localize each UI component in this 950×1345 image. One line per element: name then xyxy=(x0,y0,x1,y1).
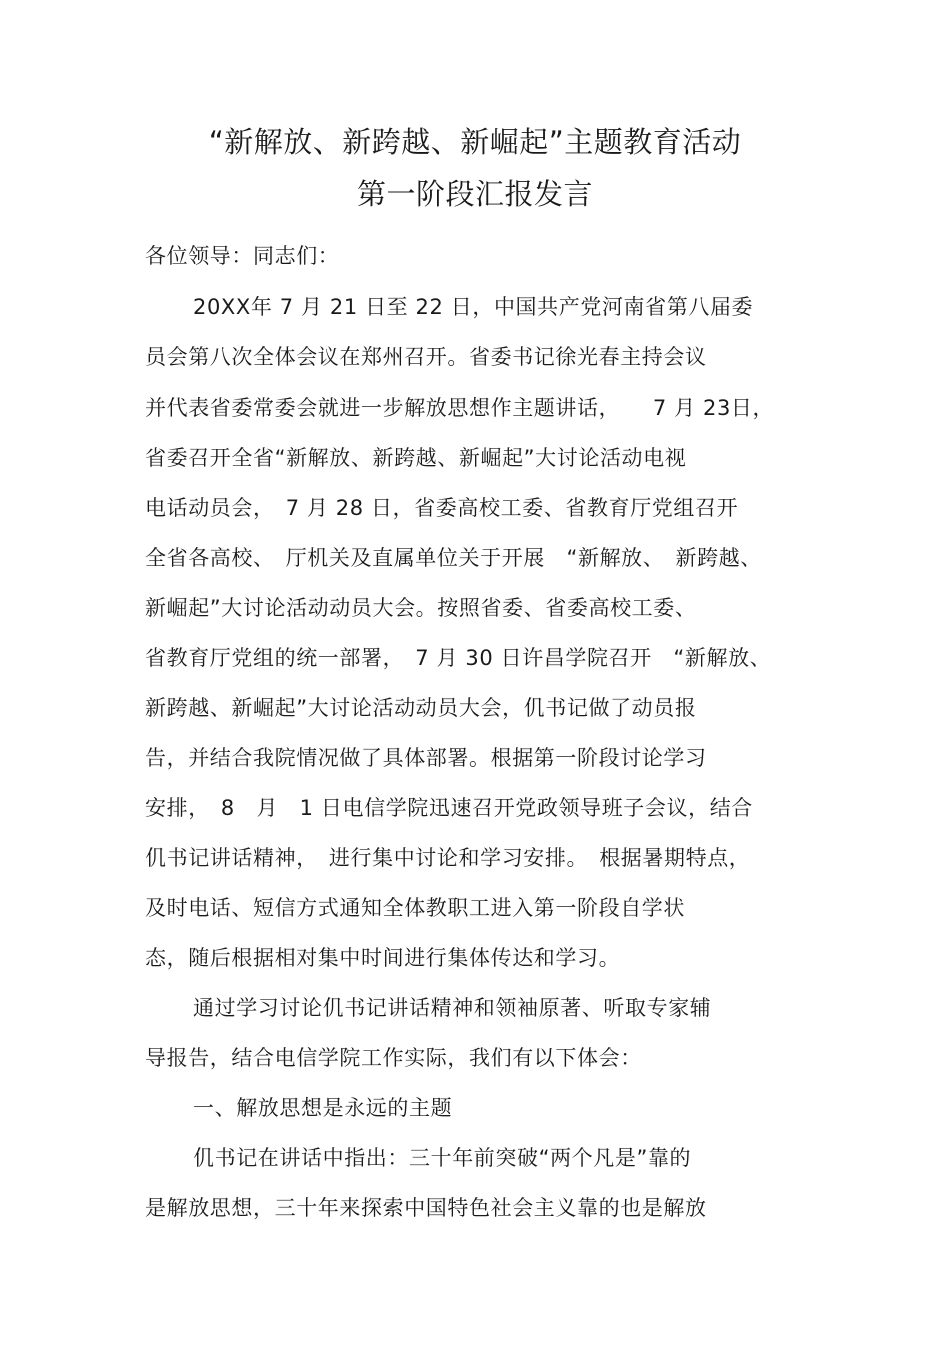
paragraph-2-line-2: 导报告，结合电信学院工作实际，我们有以下体会： xyxy=(145,1046,642,1070)
paragraph-1-line-5: 电话动员会， 7 月 28 日，省委高校工委、省教育厅党组召开 xyxy=(145,496,739,520)
paragraph-1-line-2: 员会第八次全体会议在郑州召开。省委书记徐光春主持会议 xyxy=(145,345,707,369)
paragraph-1-line-13: 及时电话、短信方式通知全体教职工进入第一阶段自学状 xyxy=(145,896,685,920)
paragraph-1-line-12: 仉书记讲话精神， 进行集中讨论和学习安排。 根据暑期特点， xyxy=(145,846,751,870)
salutation: 各位领导：同志们： xyxy=(145,244,340,268)
paragraph-1-line-4: 省委召开全省“新解放、新跨越、新崛起”大讨论活动电视 xyxy=(145,446,687,470)
document-title-line-2: 第一阶段汇报发言 xyxy=(356,177,593,211)
section-heading-1: 一、解放思想是永远的主题 xyxy=(193,1096,453,1120)
paragraph-1-line-8: 省教育厅党组的统一部署， 7 月 30 日许昌学院召开 “新解放、 xyxy=(145,646,772,670)
paragraph-1-line-7: 新崛起”大讨论活动动员大会。按照省委、省委高校工委、 xyxy=(145,596,697,620)
paragraph-1-line-6: 全省各高校、 厅机关及直属单位关于开展 “新解放、 新跨越、 xyxy=(145,546,762,570)
paragraph-1-line-9: 新跨越、新崛起”大讨论活动动员大会，仉书记做了动员报 xyxy=(145,696,697,720)
paragraph-3-line-2: 是解放思想，三十年来探索中国特色社会主义靠的也是解放 xyxy=(145,1196,707,1220)
document-title-line-1: “新解放、新跨越、新崛起”主题教育活动 xyxy=(208,125,742,159)
paragraph-1-line-11: 安排， 8 月 1 日电信学院迅速召开党政领导班子会议，结合 xyxy=(145,796,753,820)
paragraph-1-line-10: 告，并结合我院情况做了具体部署。根据第一阶段讨论学习 xyxy=(145,746,707,770)
paragraph-1-line-3: 并代表省委常委会就进一步解放思想作主题讲话， 7 月 23日， xyxy=(145,396,775,420)
paragraph-3-line-1: 仉书记在讲话中指出：三十年前突破“两个凡是”靠的 xyxy=(193,1146,692,1170)
paragraph-2-line-1: 通过学习讨论仉书记讲话精神和领袖原著、听取专家辅 xyxy=(193,996,712,1020)
paragraph-1-line-14: 态，随后根据相对集中时间进行集体传达和学习。 xyxy=(145,946,621,970)
paragraph-1-line-1: 20XX年 7 月 21 日至 22 日，中国共产党河南省第八届委 xyxy=(193,295,754,319)
